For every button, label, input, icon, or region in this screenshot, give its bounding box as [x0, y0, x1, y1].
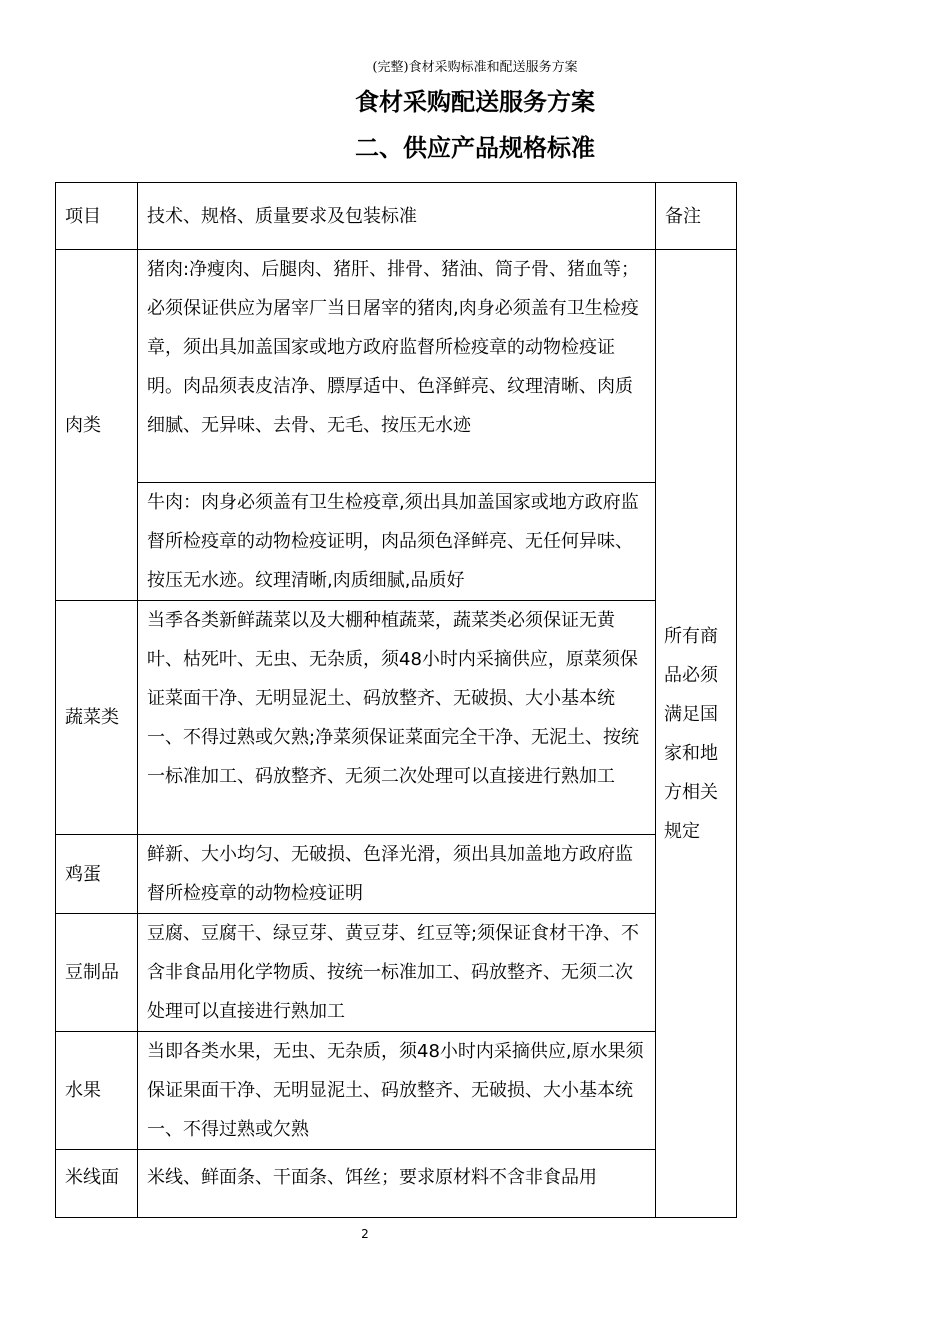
category-noodles: 米线面: [56, 1150, 138, 1218]
running-header: (完整)食材采购标准和配送服务方案: [372, 60, 578, 75]
category-meat: 肉类: [56, 250, 138, 601]
table-header-row: [56, 183, 737, 250]
table-row: [56, 601, 737, 835]
section-title: 二、供应产品规格标准: [355, 134, 595, 162]
spec-eggs: 鲜新、大小均匀、无破损、色泽光滑，须出具加盖地方政府监督所检疫章的动物检疫证明: [138, 835, 656, 914]
table-row: [56, 835, 737, 914]
spec-table: [55, 182, 737, 1218]
table-row: [56, 1150, 737, 1218]
page-number: 2: [361, 1227, 369, 1241]
spec-pork: 猪肉:净瘦肉、后腿肉、猪肝、排骨、猪油、筒子骨、猪血等；必须保证供应为屠宰厂当日屠宰的猪肉,肉身必须盖有卫生检疫章，须出具加盖国家或地方政府监督所检疫章的动物检疫证明。肉品须表皮洁净、膘厚适中、色泽鲜亮、纹理清晰、肉质细腻、无异味、去骨、无毛、按压无水迹: [138, 250, 656, 483]
document-title: 食材采购配送服务方案: [355, 88, 595, 116]
category-fruit: 水果: [56, 1032, 138, 1150]
header-item: 项目: [56, 183, 138, 250]
header-spec: 技术、规格、质量要求及包装标准: [138, 183, 656, 250]
spec-tofu: 豆腐、豆腐干、绿豆芽、黄豆芽、红豆等;须保证食材干净、不含非食品用化学物质、按统一标准加工、码放整齐、无须二次处理可以直接进行熟加工: [138, 914, 656, 1032]
table-row: [56, 1032, 737, 1150]
note-cell: 所有商品必须满足国家和地方相关规定: [656, 250, 737, 1218]
spec-beef: 牛肉：肉身必须盖有卫生检疫章,须出具加盖国家或地方政府监督所检疫章的动物检疫证明，肉品须色泽鲜亮、无任何异味、按压无水迹。纹理清晰,肉质细腻,品质好: [138, 483, 656, 601]
table-row: [56, 250, 737, 483]
spec-fruit: 当即各类水果，无虫、无杂质，须48小时内采摘供应,原水果须保证果面干净、无明显泥土、码放整齐、无破损、大小基本统一、不得过熟或欠熟: [138, 1032, 656, 1150]
header-note: 备注: [656, 183, 737, 250]
spec-vegetables: 当季各类新鲜蔬菜以及大棚种植蔬菜，蔬菜类必须保证无黄叶、枯死叶、无虫、无杂质，须48小时内采摘供应，原菜须保证菜面干净、无明显泥土、码放整齐、无破损、大小基本统一、不得过熟或欠熟;净菜须保证菜面完全干净、无泥土、按统一标准加工、码放整齐、无须二次处理可以直接进行熟加工: [138, 601, 656, 835]
category-tofu: 豆制品: [56, 914, 138, 1032]
category-eggs: 鸡蛋: [56, 835, 138, 914]
category-vegetables: 蔬菜类: [56, 601, 138, 835]
table-row: [56, 914, 737, 1032]
table-row: [56, 483, 737, 601]
spec-noodles: 米线、鲜面条、干面条、饵丝；要求原材料不含非食品用: [138, 1150, 656, 1218]
